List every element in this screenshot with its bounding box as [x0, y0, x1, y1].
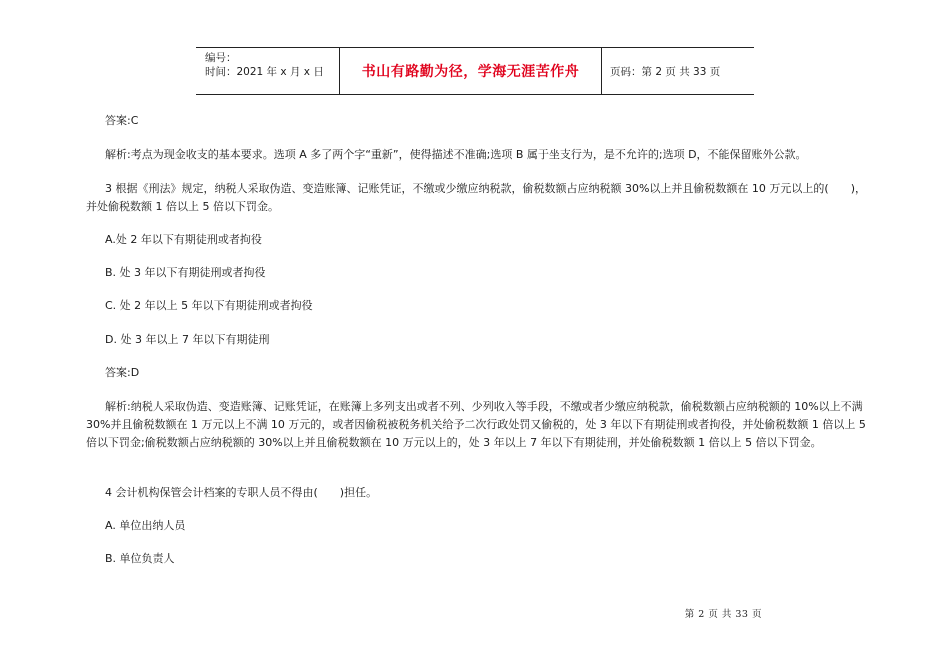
explanation-3: 解析:纳税人采取伪造、变造账簿、记账凭证，在账簿上多列支出或者不列、少列收入等手段，不缴或者少缴应纳税款，偷税数额占应纳税额的 10%以上不满 30%并且偷税数额在 1 万元以上不满 10 万元的，或者因偷税被税务机关给予二次行政处罚又偷税的，处 3 年以下有期徒刑或者拘役，并处偷税数额 1 倍以上 5 倍以下罚金;偷税数额占应纳税额的 30%以上并且偷税数额在 10 万元以上的，处 3 年以上 7 年以下有期徒刑，并处偷税数额 1 倍以上 5 倍以下罚金。 — [86, 400, 866, 449]
question-3-option-c: C. 处 2 年以上 5 年以下有期徒刑或者拘役 — [105, 299, 313, 312]
header-meta — [196, 48, 340, 94]
document-header — [196, 47, 754, 95]
header-motto: 书山有路勤为径，学海无涯苦作舟 — [340, 48, 602, 94]
date-label: 时间：2021 年 x 月 x 日 — [205, 66, 324, 78]
serial-number-label: 编号： — [205, 52, 237, 64]
explanation-2: 解析:考点为现金收支的基本要求。选项 A 多了两个字“重新”，使得描述不准确;选项 B 属于坐支行为，是不允许的;选项 D，不能保留账外公款。 — [105, 148, 807, 161]
answer-2: 答案:C — [105, 114, 139, 127]
question-3: 3 根据《刑法》规定，纳税人采取伪造、变造账簿、记账凭证，不缴或少缴应纳税款，偷税数额占应纳税额 30%以上并且偷税数额在 10 万元以上的( )，并处偷税数额 1 倍以上 5 倍以下罚金。 — [86, 182, 867, 213]
answer-3: 答案:D — [105, 366, 140, 379]
page-footer: 第 2 页 共 33 页 — [684, 609, 762, 620]
header-page-code: 页码：第 2 页 共 33 页 — [610, 65, 721, 78]
question-4-option-b: B. 单位负责人 — [105, 552, 175, 565]
question-3-option-b: B. 处 3 年以下有期徒刑或者拘役 — [105, 266, 266, 279]
question-4: 4 会计机构保管会计档案的专职人员不得由( )担任。 — [105, 486, 378, 499]
question-3-option-a: A.处 2 年以下有期徒刑或者拘役 — [105, 233, 262, 246]
question-3-option-d: D. 处 3 年以上 7 年以下有期徒刑 — [105, 333, 270, 346]
question-4-option-a: A. 单位出纳人员 — [105, 519, 186, 532]
